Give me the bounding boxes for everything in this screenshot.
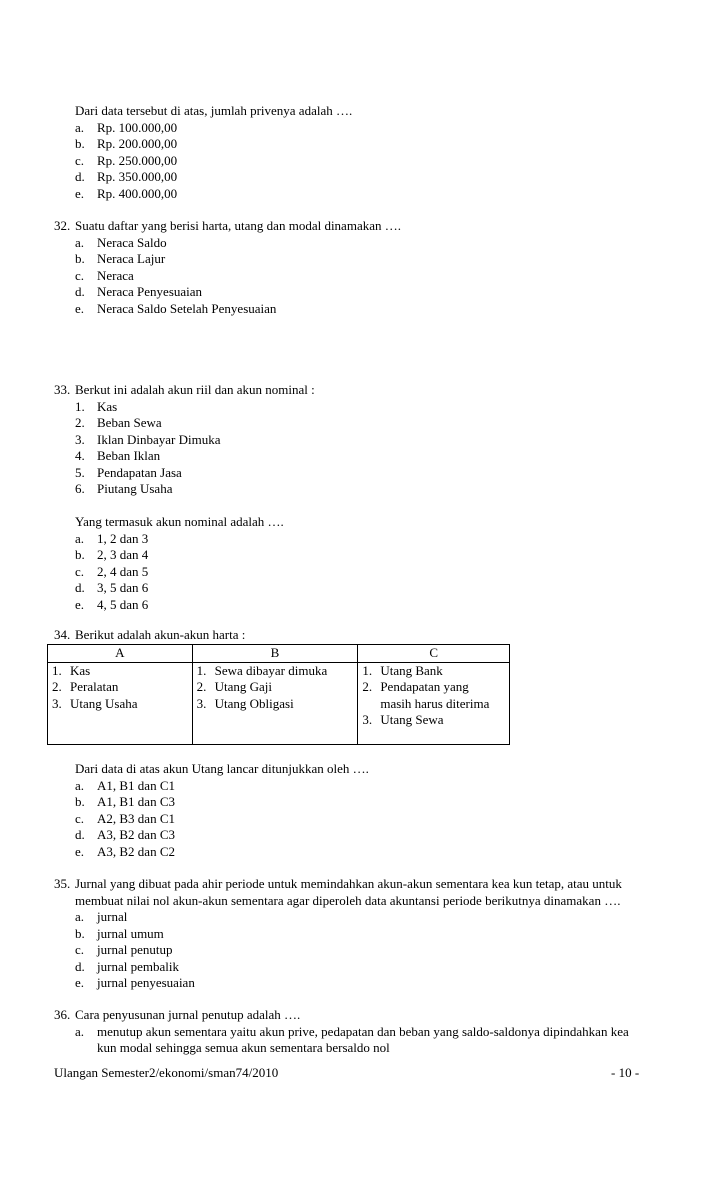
item-number: 1. — [362, 662, 373, 678]
option-a — [54, 531, 694, 548]
item-number: 4. — [75, 448, 85, 463]
question-35 — [54, 876, 714, 992]
item-number: 2. — [196, 679, 207, 694]
option-a — [54, 909, 714, 926]
option-letter: d. — [75, 958, 85, 974]
option-d — [54, 827, 694, 844]
option-text: 4, 5 dan 6 — [97, 596, 149, 612]
option-text: Neraca Lajur — [97, 251, 166, 266]
item-text: Iklan Dinbayar Dimuka — [97, 431, 221, 447]
question-31-tail — [54, 103, 694, 202]
option-a — [54, 120, 694, 137]
option-letter: e. — [75, 596, 85, 612]
question-34 — [54, 627, 694, 644]
column-b-cell — [192, 662, 358, 744]
question-33 — [54, 382, 694, 613]
question-stem: Cara penyusunan jurnal penutup adalah …. — [75, 1007, 301, 1022]
item-number: 2. — [362, 679, 373, 694]
cell-item — [50, 663, 192, 680]
option-b — [54, 926, 714, 943]
option-text: 1, 2 dan 3 — [97, 530, 149, 546]
list-item — [54, 465, 694, 482]
question-stem: Berkut ini adalah akun riil dan akun nominal : — [75, 382, 315, 397]
item-text: Utang Obligasi — [214, 695, 294, 711]
option-text-line-1: menutup akun sementara yaitu akun prive, pedapatan dan beban yang saldo-saldonya dipindahkan kea — [97, 1023, 629, 1039]
option-text: jurnal penutup — [97, 942, 173, 957]
cell-item — [360, 679, 490, 712]
cell-item — [195, 679, 358, 696]
item-number: 3. — [196, 695, 207, 711]
option-letter: c. — [75, 267, 85, 283]
option-letter: c. — [75, 810, 85, 826]
option-letter: c. — [75, 563, 85, 579]
table-row — [48, 662, 510, 744]
item-number: 1. — [196, 662, 207, 678]
option-text: Rp. 400.000,00 — [97, 185, 178, 201]
question-number: 36. — [54, 1007, 71, 1022]
option-c — [54, 564, 694, 581]
option-b — [54, 251, 694, 268]
option-text: 2, 3 dan 4 — [97, 547, 149, 562]
option-letter: c. — [75, 942, 85, 957]
option-letter: a. — [75, 1023, 85, 1039]
option-letter: a. — [75, 119, 85, 135]
item-number: 1. — [52, 662, 62, 678]
option-letter: a. — [75, 234, 85, 250]
question-number: 34. — [54, 627, 71, 642]
option-letter: d. — [75, 169, 85, 184]
question-36 — [54, 1007, 714, 1057]
column-header-c: C — [358, 645, 510, 663]
item-number: 6. — [75, 481, 85, 496]
option-text: A1, B1 dan C1 — [97, 777, 175, 793]
list-item — [54, 399, 694, 416]
option-b — [54, 136, 694, 153]
question-stem: Suatu daftar yang berisi harta, utang dan modal dinamakan …. — [75, 218, 401, 233]
question-stem-line-2: membuat nilai nol akun-akun sementara agar diperoleh data akuntansi periode berikutnya dinamakan …. — [75, 892, 621, 908]
option-letter: b. — [75, 925, 85, 941]
cell-item — [360, 712, 509, 729]
option-text: Rp. 100.000,00 — [97, 119, 178, 135]
option-text: A3, B2 dan C3 — [97, 827, 175, 842]
item-number: 2. — [52, 679, 62, 694]
item-text: Kas — [70, 662, 91, 678]
option-d — [54, 284, 694, 301]
cell-item — [50, 679, 192, 696]
option-letter: e. — [75, 185, 85, 201]
question-stem-line-1: Jurnal yang dibuat pada ahir periode untuk memindahkan akun-akun sementara kea kun tetap, atau untuk — [75, 876, 622, 891]
question-prompt: Dari data di atas akun Utang lancar ditunjukkan oleh …. — [75, 761, 369, 776]
option-letter: d. — [75, 580, 85, 595]
option-b — [54, 547, 694, 564]
question-stem: Dari data tersebut di atas, jumlah privenya adalah …. — [75, 103, 353, 118]
option-letter: e. — [75, 843, 85, 859]
option-text: jurnal — [97, 909, 128, 924]
option-text: jurnal umum — [97, 925, 164, 941]
page-number: - 10 - — [611, 1065, 640, 1080]
option-a — [54, 235, 694, 252]
option-letter: d. — [75, 284, 85, 299]
option-d — [54, 580, 694, 597]
option-letter: b. — [75, 547, 85, 562]
item-text: Pendapatan yang masih harus diterima — [380, 679, 490, 711]
item-text: Utang Sewa — [380, 712, 444, 727]
option-letter: b. — [75, 136, 85, 151]
item-text: Utang Bank — [380, 662, 443, 678]
item-number: 3. — [52, 695, 62, 711]
option-c — [54, 153, 694, 170]
question-34-options — [54, 761, 694, 860]
option-text: 3, 5 dan 6 — [97, 580, 149, 595]
cell-item — [360, 663, 509, 680]
option-letter: a. — [75, 530, 85, 546]
option-letter: c. — [75, 152, 85, 168]
option-text: A2, B3 dan C1 — [97, 810, 175, 826]
column-c-cell — [358, 662, 510, 744]
question-prompt: Yang termasuk akun nominal adalah …. — [75, 514, 284, 529]
option-text: jurnal penyesuaian — [97, 975, 195, 990]
item-text: Utang Usaha — [70, 695, 138, 711]
option-b — [54, 794, 694, 811]
item-number: 2. — [75, 415, 85, 430]
option-letter: d. — [75, 827, 85, 842]
list-item — [54, 481, 694, 498]
option-text: 2, 4 dan 5 — [97, 563, 149, 579]
option-letter: a. — [75, 909, 85, 924]
option-text: Neraca Saldo — [97, 234, 167, 250]
accounts-table — [47, 644, 510, 745]
item-text: Sewa dibayar dimuka — [214, 662, 328, 678]
option-a — [54, 1024, 714, 1041]
option-text: Rp. 200.000,00 — [97, 136, 178, 151]
option-c — [54, 942, 714, 959]
option-text: Neraca — [97, 267, 134, 283]
item-text: Piutang Usaha — [97, 481, 173, 496]
option-letter: a. — [75, 777, 85, 793]
option-e — [54, 844, 694, 861]
option-e — [54, 301, 694, 318]
item-text: Beban Sewa — [97, 415, 162, 430]
column-header-a: A — [48, 645, 193, 663]
item-number: 3. — [362, 712, 373, 727]
option-letter: e. — [75, 975, 85, 990]
footer-label: Ulangan Semester2/ekonomi/sman74/2010 — [54, 1065, 279, 1080]
item-number: 5. — [75, 464, 85, 480]
option-text: Rp. 350.000,00 — [97, 169, 178, 184]
option-text-line-2: kun modal sehingga semua akun sementara bersaldo nol — [97, 1040, 390, 1055]
option-e — [54, 975, 714, 992]
item-number: 3. — [75, 431, 85, 447]
option-text: Neraca Saldo Setelah Penyesuaian — [97, 300, 277, 316]
table-header-row — [48, 645, 510, 663]
item-text: Utang Gaji — [214, 679, 273, 694]
column-header-b: B — [192, 645, 358, 663]
column-a-cell — [48, 662, 193, 744]
option-letter: b. — [75, 251, 85, 266]
list-item — [54, 432, 694, 449]
option-letter: b. — [75, 794, 85, 809]
item-number: 1. — [75, 398, 85, 414]
question-number: 33. — [54, 382, 71, 397]
option-c — [54, 811, 694, 828]
option-text: A1, B1 dan C3 — [97, 794, 175, 809]
item-text: Kas — [97, 398, 118, 414]
item-text: Beban Iklan — [97, 448, 161, 463]
cell-item — [195, 663, 358, 680]
list-item — [54, 415, 694, 432]
question-32 — [54, 218, 694, 317]
question-stem: Berikut adalah akun-akun harta : — [75, 627, 246, 642]
item-text: Peralatan — [70, 679, 119, 694]
option-text: Rp. 250.000,00 — [97, 152, 178, 168]
option-e — [54, 597, 694, 614]
option-d — [54, 959, 714, 976]
option-text: jurnal pembalik — [97, 958, 179, 974]
item-text: Pendapatan Jasa — [97, 464, 182, 480]
option-a — [54, 778, 694, 795]
option-letter: e. — [75, 300, 85, 316]
option-c — [54, 268, 694, 285]
option-d — [54, 169, 694, 186]
option-text: Neraca Penyesuaian — [97, 284, 203, 299]
cell-item — [195, 696, 358, 713]
option-text: A3, B2 dan C2 — [97, 843, 175, 859]
question-number: 32. — [54, 218, 71, 233]
list-item — [54, 448, 694, 465]
question-number: 35. — [54, 876, 71, 891]
cell-item — [50, 696, 192, 713]
option-e — [54, 186, 694, 203]
